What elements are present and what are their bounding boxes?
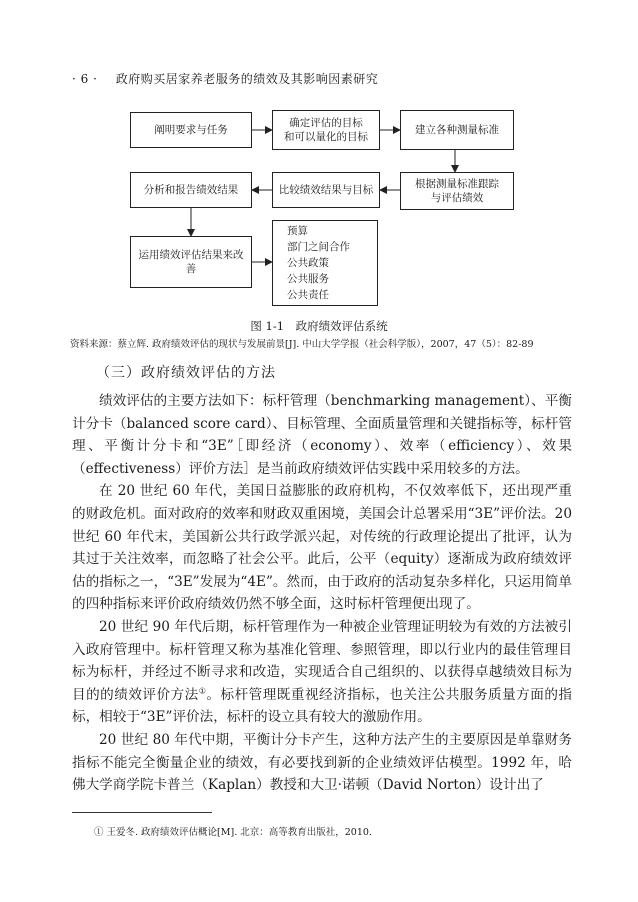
node-uses-list <box>272 220 378 306</box>
use-public-policy: 公共政策 <box>287 257 329 269</box>
paragraph-3-main: 20 世纪 90 年代后期，标杆管理作为一种被企业管理证明较为有效的方法被引入政府管理中。标杆管理又称为基准化管理、参照管理，即以行业内的最佳管理目标为标杆，并经过不断寻求和改造，实现适合自己组织的、以获得卓越绩效目标为目的的绩效评价方法 <box>72 618 572 703</box>
use-budget: 预算 <box>287 225 308 237</box>
paragraph-4: 20 世纪 80 年代中期，平衡计分卡产生，这种方法产生的主要原因是单靠财务指标不能完全衡量企业的绩效，有必要找到新的企业绩效评估模型。1992 年，哈佛大学商学院卡普兰（Kaplan）教授和大卫·诺顿（David Norton）设计出了 <box>72 731 572 794</box>
node-define-goals: 确定评估的目标 和可以量化的目标 <box>272 110 380 150</box>
node-track-evaluate: 根据测量标准跟踪 与评估绩效 <box>400 172 514 210</box>
use-public-accountability: 公共责任 <box>287 289 329 301</box>
node-apply-results: 运用绩效评估结果来改善 <box>130 236 252 288</box>
performance-evaluation-diagram <box>0 0 638 320</box>
paragraph-1: 绩效评估的主要方法如下：标杆管理（benchmarking management）、平衡计分卡（balanced score card）、目标管理、全面质量管理和关键指标等，标杆管理、平衡计分卡和“3E”［即经济（economy）、效率（efficiency）、效果（effectiveness）评价方法］是当前政府绩效评估实践中采用较多的方法。 <box>72 393 572 477</box>
node-compare-results: 比较绩效结果与目标 <box>272 172 380 208</box>
figure-source: 资料来源：蔡立辉. 政府绩效评估的现状与发展前景[J]. 中山大学学报（社会科学版），2007，47（5）：82-89 <box>70 339 534 350</box>
use-public-service: 公共服务 <box>287 273 329 285</box>
footnote-mark[interactable]: ① <box>198 686 207 696</box>
footnote-rule <box>72 812 212 813</box>
paragraph-3 <box>72 616 572 729</box>
node-analyze-report: 分析和报告绩效结果 <box>130 172 252 208</box>
section-title: （三）政府绩效评估的方法 <box>96 365 276 381</box>
node-establish-standards: 建立各种测量标准 <box>400 110 514 150</box>
use-inter-department: 部门之间合作 <box>287 241 350 253</box>
node-clarify: 阐明要求与任务 <box>130 112 252 148</box>
paragraph-3-tail: 。标杆管理既重视经济指标，也关注公共服务质量方面的指标，相较于“3E”评价法，标杆的设立具有较大的激励作用。 <box>72 686 573 726</box>
book-title: 政府购买居家养老服务的绩效及其影响因素研究 <box>115 72 379 86</box>
paragraph-2: 在 20 世纪 60 年代，美国日益膨胀的政府机构，不仅效率低下，还出现严重的财政危机。面对政府的效率和财政双重困境，美国会计总署采用“3E”评价法。20 世纪 60 年代末，美国新公共行政学派兴起，对传统的行政理论提出了批评，认为其过于关注效率，而忽略了社会公平。此后，公平（equity）逐渐成为政府绩效评估的指标之一，“3E”发展为“4E”。然而，由于政府的活动复杂多样化，只运用简单的四种指标来评价政府绩效仍然不够全面，这时标杆管理便出现了。 <box>72 483 572 613</box>
figure-caption: 图 1-1 政府绩效评估系统 <box>250 319 388 333</box>
body-text <box>72 390 572 797</box>
page-number: · 6 · <box>72 72 98 86</box>
footnote: ① 王爱冬. 政府绩效评估概论[M]. 北京：高等教育出版社，2010. <box>94 827 372 838</box>
